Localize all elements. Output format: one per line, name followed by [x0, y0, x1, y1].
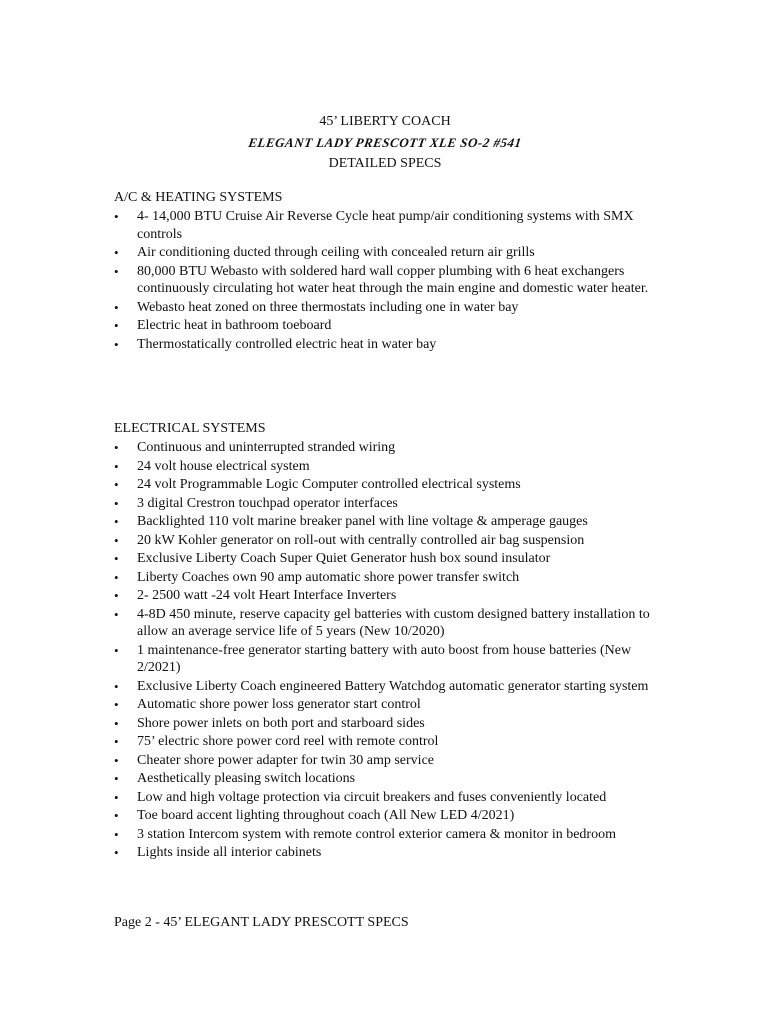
coach-model-name: ELEGANT LADY PRESCOTT XLE SO-2 #541 — [247, 135, 523, 150]
list-item: • Air conditioning ducted through ceiling with concealed return air grills — [114, 244, 674, 262]
list-item: • Continuous and uninterrupted stranded wiring — [114, 439, 674, 457]
page-footer: Page 2 - 45’ ELEGANT LADY PRESCOTT SPECS — [114, 915, 409, 930]
electrical-list — [114, 439, 674, 862]
list-item: • 24 volt Programmable Logic Computer controlled electrical systems — [114, 476, 674, 494]
list-item: • 4- 14,000 BTU Cruise Air Reverse Cycle heat pump/air conditioning systems with SMX controls — [114, 208, 674, 243]
list-item: • Toe board accent lighting throughout coach (All New LED 4/2021) — [114, 807, 674, 825]
list-item: • Low and high voltage protection via circuit breakers and fuses conveniently located — [114, 789, 674, 807]
list-item: • Aesthetically pleasing switch locations — [114, 770, 674, 788]
list-item: • Lights inside all interior cabinets — [114, 844, 674, 862]
document-title: 45’ LIBERTY COACH — [319, 114, 451, 129]
list-item: • 4-8D 450 minute, reserve capacity gel batteries with custom designed battery installation to allow an average service life of 5 years (New 10/2020) — [114, 606, 674, 641]
list-item: • Exclusive Liberty Coach Super Quiet Generator hush box sound insulator — [114, 550, 674, 568]
ac-heating-section — [114, 189, 674, 354]
list-item: • 24 volt house electrical system — [114, 458, 674, 476]
list-item: • 3 station Intercom system with remote control exterior camera & monitor in bedroom — [114, 826, 674, 844]
list-item: • Exclusive Liberty Coach engineered Battery Watchdog automatic generator starting system — [114, 678, 674, 696]
list-item: • Backlighted 110 volt marine breaker panel with line voltage & amperage gauges — [114, 513, 674, 531]
list-item: • Thermostatically controlled electric heat in water bay — [114, 336, 674, 354]
list-item: • 80,000 BTU Webasto with soldered hard wall copper plumbing with 6 heat exchangers continuously circulating hot water heat through the main engine and domestic water heater. — [114, 263, 674, 298]
list-item: • 75’ electric shore power cord reel with remote control — [114, 733, 674, 751]
electrical-section — [114, 420, 674, 863]
list-item: • Automatic shore power loss generator start control — [114, 696, 674, 714]
section-heading: A/C & HEATING SYSTEMS — [114, 190, 283, 205]
list-item: • Liberty Coaches own 90 amp automatic shore power transfer switch — [114, 569, 674, 587]
list-item: • Webasto heat zoned on three thermostats including one in water bay — [114, 299, 674, 317]
list-item: • Cheater shore power adapter for twin 30 amp service — [114, 752, 674, 770]
ac-heating-list — [114, 208, 674, 353]
list-item: • 2- 2500 watt -24 volt Heart Interface Inverters — [114, 587, 674, 605]
list-item: • 1 maintenance-free generator starting battery with auto boost from house batteries (New 2/2021) — [114, 642, 674, 677]
document-subtitle: DETAILED SPECS — [328, 156, 442, 171]
list-item: • 3 digital Crestron touchpad operator interfaces — [114, 495, 674, 513]
list-item: • Electric heat in bathroom toeboard — [114, 317, 674, 335]
section-heading: ELECTRICAL SYSTEMS — [114, 421, 266, 436]
list-item: • 20 kW Kohler generator on roll-out with centrally controlled air bag suspension — [114, 532, 674, 550]
list-item: • Shore power inlets on both port and starboard sides — [114, 715, 674, 733]
